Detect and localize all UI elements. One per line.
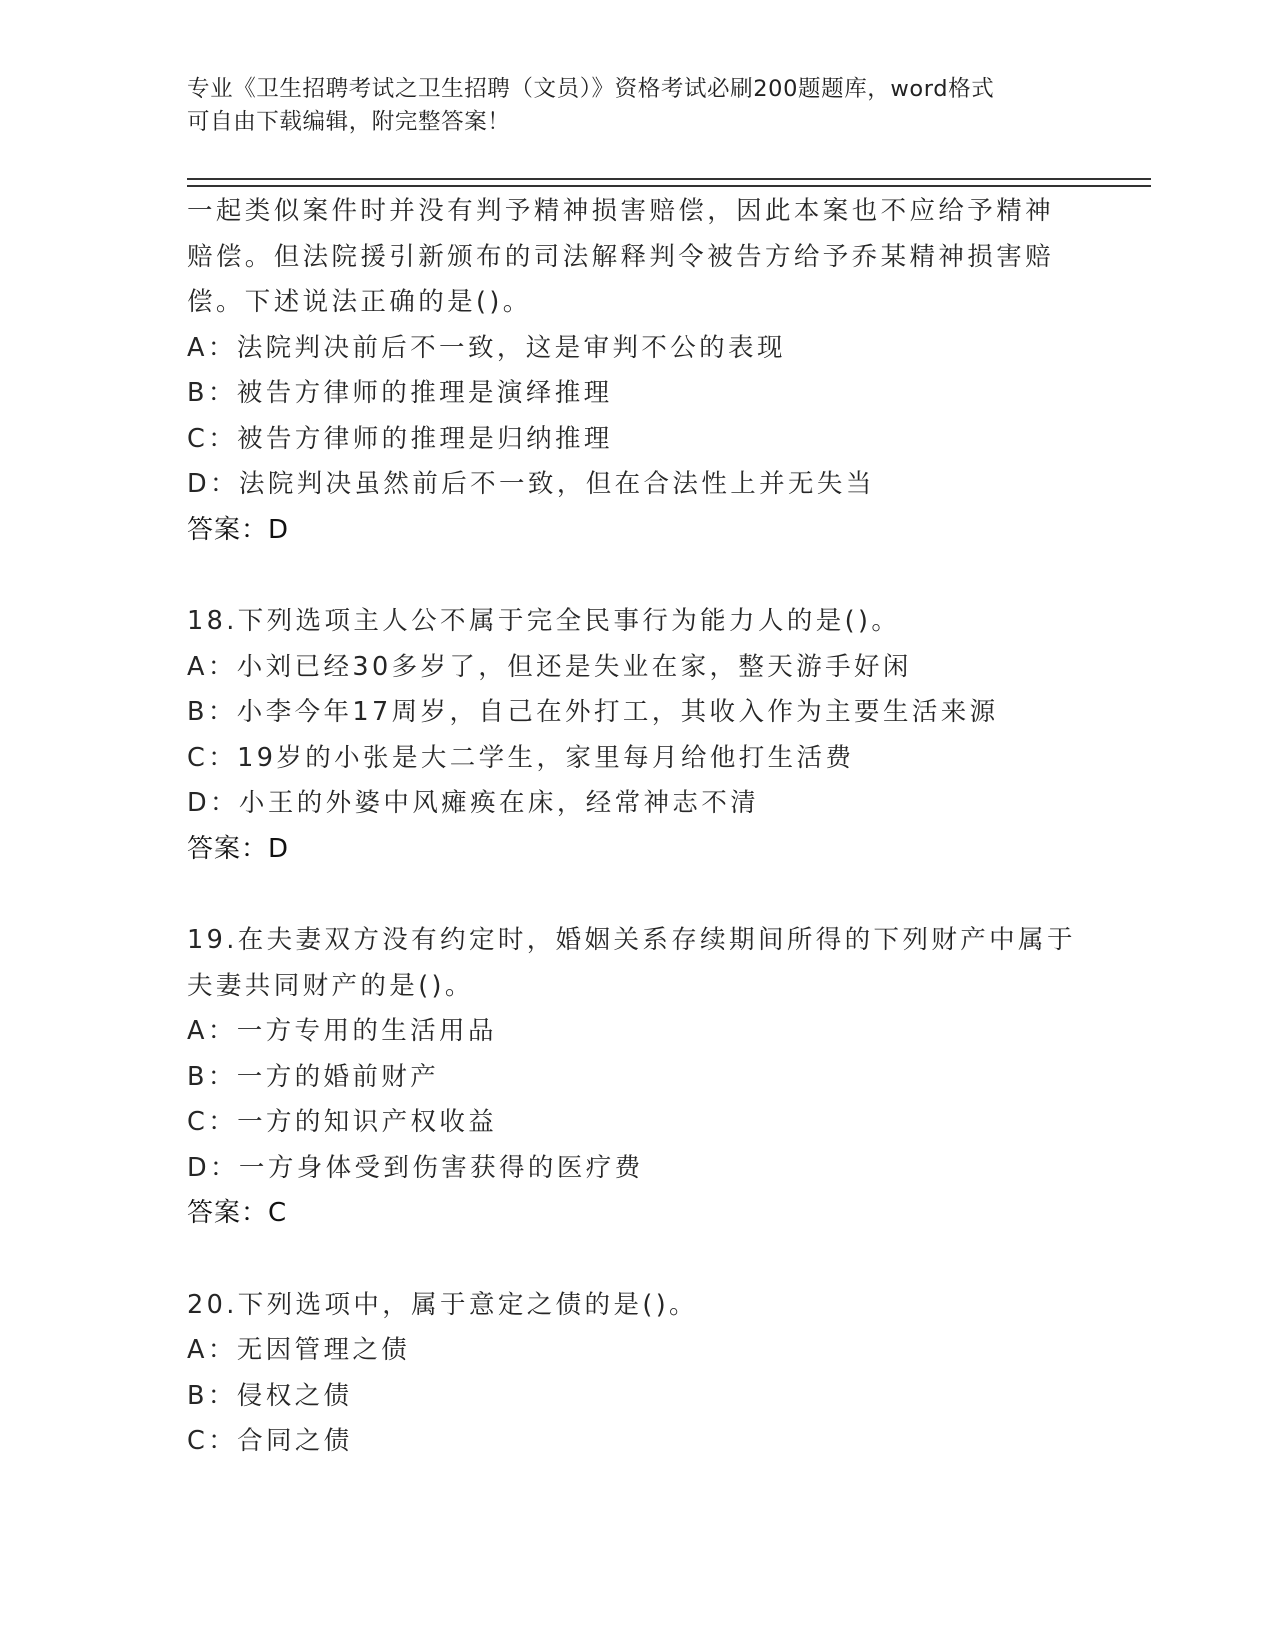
option-d: D：小王的外婆中风瘫痪在床，经常神志不清 [187,788,760,818]
question-spacer [187,872,1087,918]
option-a: A：无因管理之债 [187,1335,411,1365]
question-17 [187,189,1087,553]
option-a: A：小刘已经30多岁了，但还是失业在家，整天游手好闲 [187,651,912,682]
question-stem-line: 18.下列选项主人公不属于完全民事行为能力人的是()。 [187,606,901,636]
option-b: B：被告方律师的推理是演绎推理 [187,378,613,408]
option-c: C：19岁的小张是大二学生，家里每月给他打生活费 [187,742,855,773]
option-c: C：一方的知识产权收益 [187,1107,498,1137]
answer-label: 答案：D [187,514,290,545]
answer-label: 答案：C [187,1198,288,1228]
header-divider-top [187,178,1151,180]
question-stem-line: 夫妻共同财产的是()。 [187,970,474,1001]
question-20 [187,1283,1087,1465]
question-stem-line: 19.在夫妻双方没有约定时，婚姻关系存续期间所得的下列财产中属于 [187,925,1076,955]
question-spacer [187,1237,1087,1283]
question-stem-line: 偿。下述说法正确的是()。 [187,287,532,317]
option-b: B：小李今年17周岁，自己在外打工，其收入作为主要生活来源 [187,697,999,727]
option-d: D：一方身体受到伤害获得的医疗费 [187,1152,644,1183]
option-c: C：被告方律师的推理是归纳推理 [187,423,613,454]
option-a: A：法院判决前后不一致，这是审判不公的表现 [187,332,786,363]
question-spacer [187,553,1087,599]
question-stem-line: 20.下列选项中，属于意定之债的是()。 [187,1289,698,1320]
answer-label: 答案：D [187,833,290,864]
question-stem-line: 一起类似案件时并没有判予精神损害赔偿，因此本案也不应给予精神 [187,196,1055,226]
header-divider-bottom [187,185,1151,187]
option-c: C：合同之债 [187,1426,353,1456]
page-header [187,73,1067,139]
option-a: A：一方专用的生活用品 [187,1016,497,1046]
header-title-line-1: 专业《卫生招聘考试之卫生招聘（文员）》资格考试必刷200题题库，word格式 [187,76,995,102]
question-18 [187,599,1087,872]
question-stem-line: 赔偿。但法院援引新颁布的司法解释判令被告方给予乔某精神损害赔 [187,241,1055,272]
document-body [187,189,1087,1465]
option-b: B：一方的婚前财产 [187,1061,440,1092]
option-d: D：法院判决虽然前后不一致，但在合法性上并无失当 [187,469,875,499]
header-title-line-2: 可自由下载编辑，附完整答案！ [187,109,511,135]
option-b: B：侵权之债 [187,1380,353,1411]
question-19 [187,918,1087,1237]
